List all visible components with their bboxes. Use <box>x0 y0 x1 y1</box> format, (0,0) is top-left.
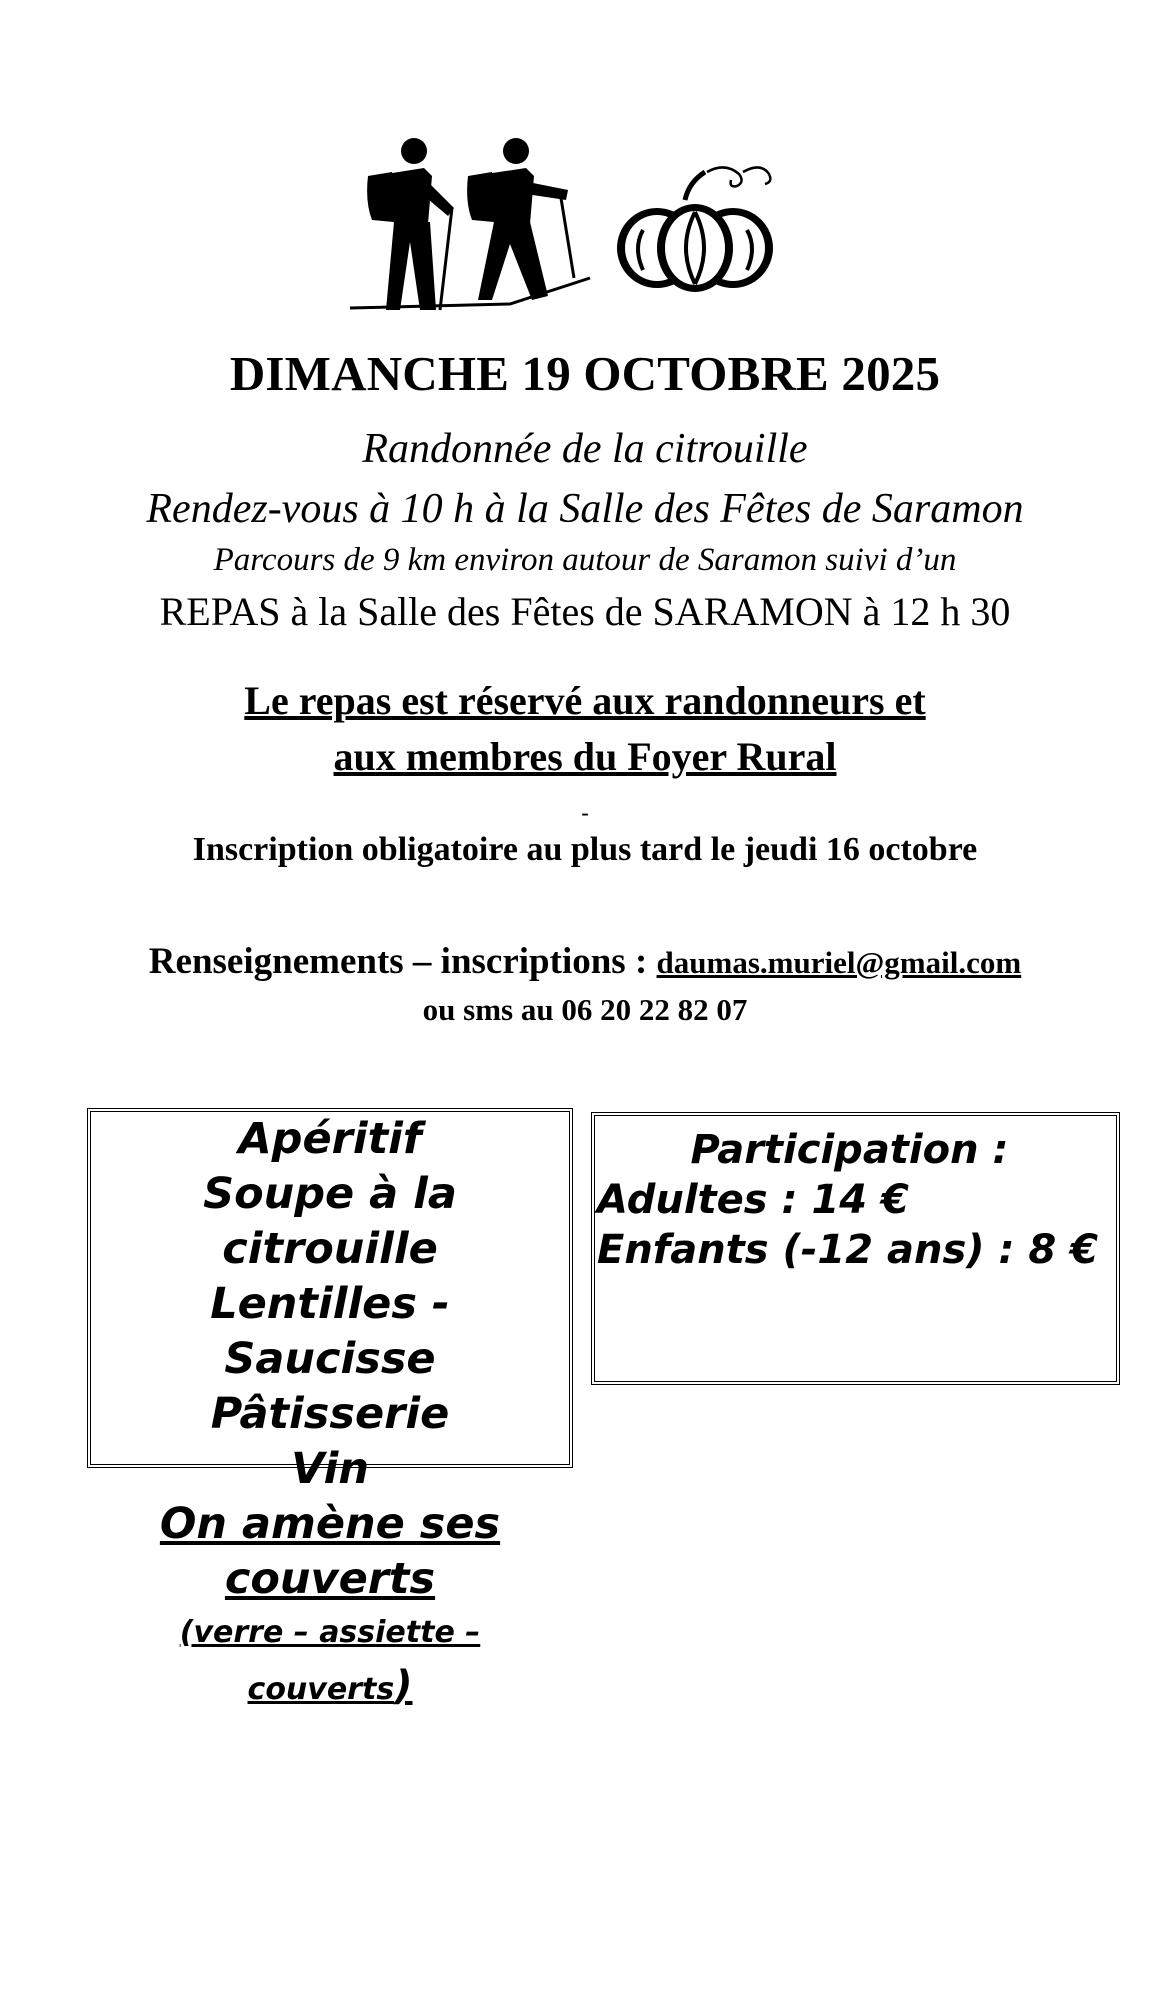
event-name: Randonnée de la citrouille <box>362 426 808 472</box>
route-info: Parcours de 9 km environ autour de Saramon suivi d’un <box>213 542 957 578</box>
event-date-title: DIMANCHE 19 OCTOBRE 2025 <box>229 346 941 401</box>
menu-item: Lentilles - <box>210 1279 450 1329</box>
menu-item: Saucisse <box>224 1334 436 1384</box>
menu-item: Soupe à la <box>203 1169 457 1219</box>
price-children: Enfants (-12 ans) : 8 € <box>597 1227 1098 1273</box>
meeting-info: Rendez-vous à 10 h à la Salle des Fêtes de Saramon <box>146 486 1024 532</box>
bring-cutlery-detail-2: couverts <box>247 1672 395 1707</box>
bring-cutlery-line-1: On amène ses <box>159 1499 501 1549</box>
meal-restriction-line-1: Le repas est réservé aux randonneurs et <box>244 678 926 723</box>
menu-item: Pâtisserie <box>210 1389 450 1439</box>
contact-label: Renseignements – inscriptions : <box>148 941 657 982</box>
menu-item: citrouille <box>222 1224 438 1274</box>
menu-list <box>98 1112 562 1715</box>
bring-cutlery-paren: ) <box>394 1663 413 1709</box>
participation-heading: Participation : <box>690 1127 1009 1173</box>
participation-info <box>597 1125 1102 1275</box>
pumpkin-icon <box>615 160 785 300</box>
menu-item: Apéritif <box>238 1114 422 1164</box>
registration-deadline: Inscription obligatoire au plus tard le jeudi 16 octobre <box>192 831 978 868</box>
bring-cutlery-line-2: couverts <box>224 1554 436 1604</box>
contact-email-link[interactable]: daumas.muriel@gmail.com <box>656 945 1022 980</box>
hikers-icon <box>350 132 600 312</box>
meal-restriction-line-2: aux membres du Foyer Rural <box>333 734 837 779</box>
meal-info: REPAS à la Salle des Fêtes de SARAMON à 12 h 30 <box>159 589 1011 634</box>
separator-dash: - <box>581 800 589 825</box>
contact-sms: ou sms au 06 20 22 82 07 <box>422 992 748 1027</box>
bring-cutlery-detail-1: (verre – assiette – <box>179 1615 481 1650</box>
contact-line <box>0 940 1170 983</box>
menu-item: Vin <box>291 1444 369 1494</box>
price-adults: Adultes : 14 € <box>597 1177 909 1223</box>
